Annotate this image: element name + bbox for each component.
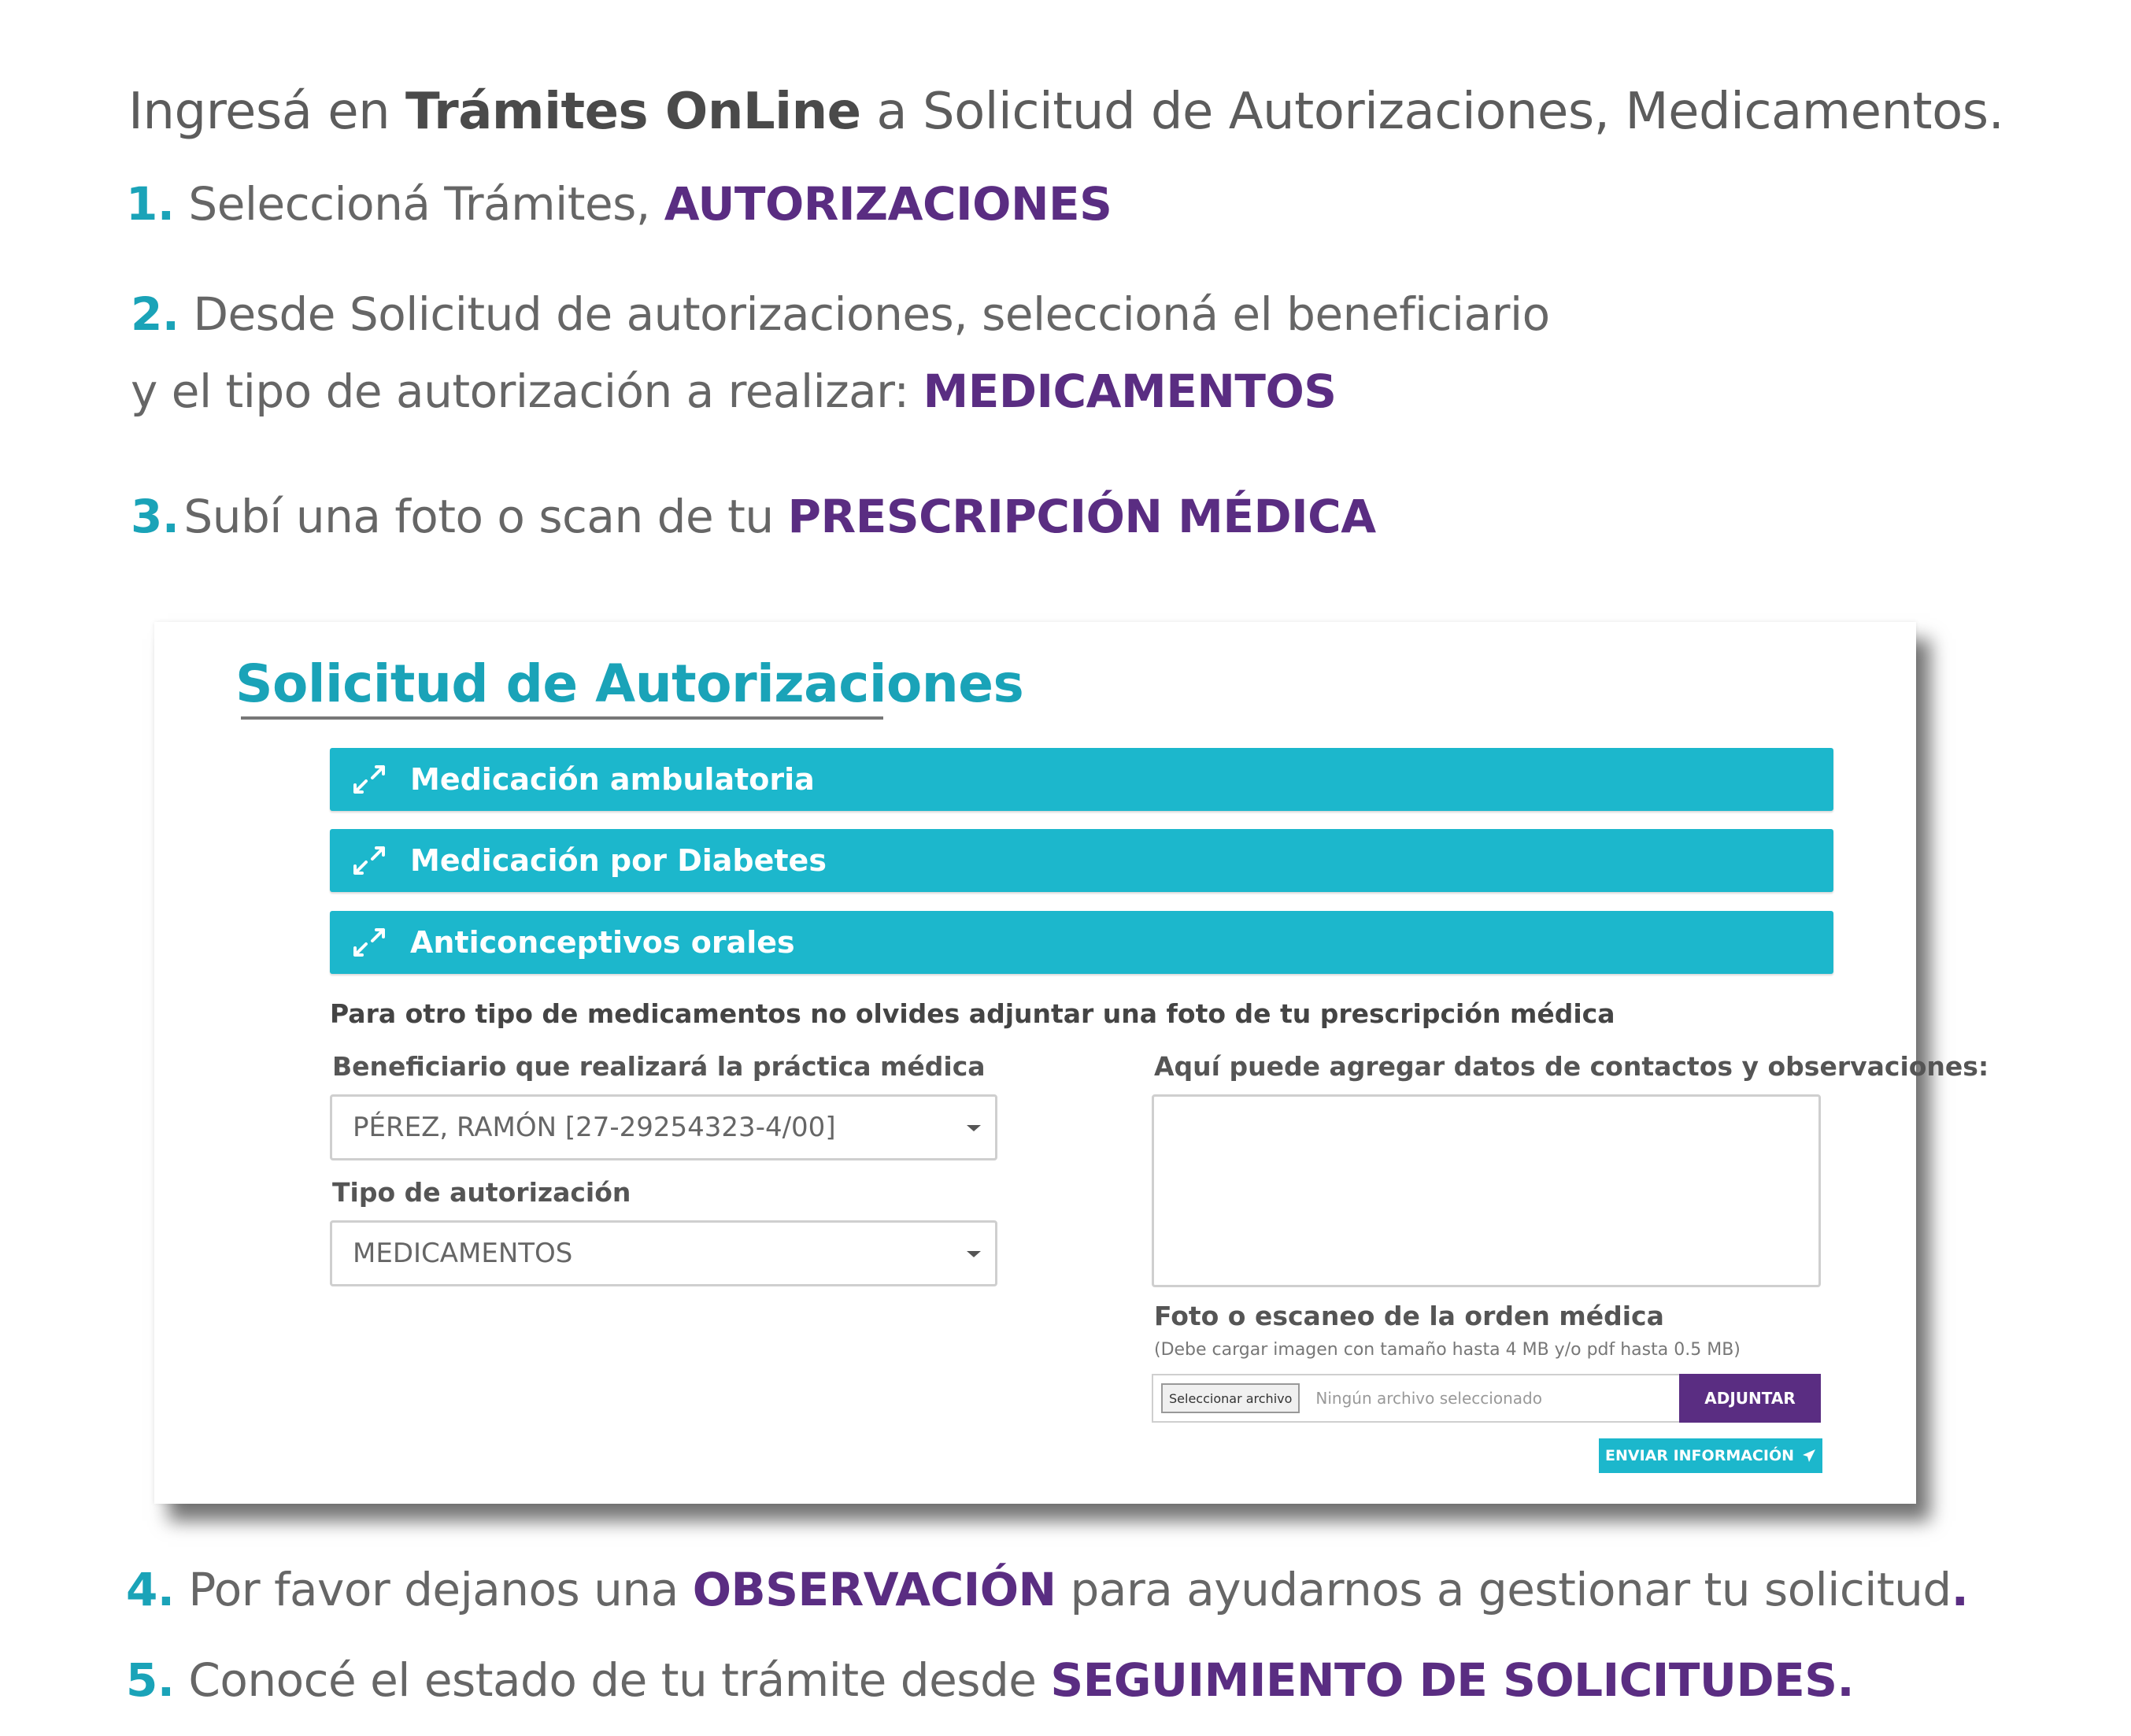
step-1 (126, 177, 1112, 231)
step-text: y el tipo de autorización a realizar: (131, 365, 923, 418)
intro-line (128, 83, 2003, 141)
photo-label: Foto o escaneo de la orden médica (1154, 1301, 1664, 1331)
step-highlight: PRESCRIPCIÓN MÉDICA (787, 490, 1376, 543)
expand-icon (352, 845, 387, 876)
step-text: Por favor dejanos una (188, 1563, 693, 1616)
step-end: . (1951, 1563, 1969, 1616)
paper-plane-icon (1802, 1449, 1816, 1463)
intro-suffix: a Solicitud de Autorizaciones, Medicamentos. (860, 83, 2004, 141)
step-text: Subí una foto o scan de tu (183, 490, 788, 543)
step-2 (131, 287, 1550, 341)
expand-icon (352, 927, 387, 958)
step-5 (126, 1653, 1854, 1707)
prescription-note: Para otro tipo de medicamentos no olvides adjuntar una foto de tu prescripción médica (330, 998, 1615, 1029)
photo-hint: (Debe cargar imagen con tamaño hasta 4 MB y/o pdf hasta 0.5 MB) (1154, 1340, 1741, 1360)
file-status: Ningún archivo seleccionado (1315, 1389, 1542, 1408)
authorization-type-select[interactable] (330, 1220, 997, 1286)
step-text: Desde Solicitud de autorizaciones, seleccioná el beneficiario (193, 287, 1550, 341)
accordion-label: Anticonceptivos orales (410, 925, 795, 960)
beneficiary-select[interactable] (330, 1094, 997, 1160)
authorization-form-panel (154, 622, 1989, 1504)
file-upload-field (1152, 1374, 1821, 1423)
select-file-button[interactable]: Seleccionar archivo (1161, 1383, 1300, 1413)
chevron-down-icon (967, 1251, 981, 1257)
accordion-medicacion-ambulatoria[interactable] (330, 748, 1833, 811)
step-end: . (1837, 1653, 1855, 1707)
step-3 (131, 490, 1376, 543)
step-4 (126, 1563, 1968, 1616)
authorization-type-value: MEDICAMENTOS (353, 1238, 573, 1269)
send-information-button[interactable] (1599, 1438, 1822, 1473)
beneficiary-value: PÉREZ, RAMÓN [27-29254323-4/00] (353, 1112, 836, 1143)
expand-icon (352, 764, 387, 795)
step-highlight: MEDICAMENTOS (923, 365, 1337, 418)
step-number: 5. (126, 1653, 175, 1707)
step-number: 3. (131, 490, 179, 543)
step-highlight: SEGUIMIENTO DE SOLICITUDES (1050, 1653, 1837, 1707)
step-text: Seleccioná Trámites, (188, 177, 664, 231)
page-title: Solicitud de Autorizaciones (235, 653, 1024, 714)
step-highlight: AUTORIZACIONES (664, 177, 1112, 231)
accordion-medicacion-diabetes[interactable] (330, 829, 1833, 892)
step-number: 1. (126, 177, 175, 231)
beneficiary-label: Beneficiario que realizará la práctica médica (332, 1051, 986, 1082)
accordion-label: Medicación por Diabetes (410, 843, 827, 878)
step-number: 4. (126, 1563, 175, 1616)
observations-textarea[interactable] (1152, 1094, 1821, 1287)
intro-prefix: Ingresá en (128, 83, 406, 141)
accordion-label: Medicación ambulatoria (410, 762, 815, 797)
observations-label: Aquí puede agregar datos de contactos y observaciones: (1154, 1051, 1989, 1082)
authorization-type-label: Tipo de autorización (332, 1177, 631, 1208)
title-underline (241, 716, 883, 720)
step-number: 2. (131, 287, 179, 341)
chevron-down-icon (967, 1125, 981, 1131)
send-button-label: ENVIAR INFORMACIÓN (1604, 1447, 1794, 1464)
intro-bold: Trámites OnLine (405, 83, 861, 141)
step-highlight: OBSERVACIÓN (692, 1563, 1056, 1616)
step-text-2: para ayudarnos a gestionar tu solicitud (1056, 1563, 1952, 1616)
step-2-line2 (131, 365, 1337, 418)
attach-button[interactable]: ADJUNTAR (1679, 1374, 1821, 1423)
step-text: Conocé el estado de tu trámite desde (188, 1653, 1051, 1707)
accordion-anticonceptivos[interactable] (330, 911, 1833, 974)
